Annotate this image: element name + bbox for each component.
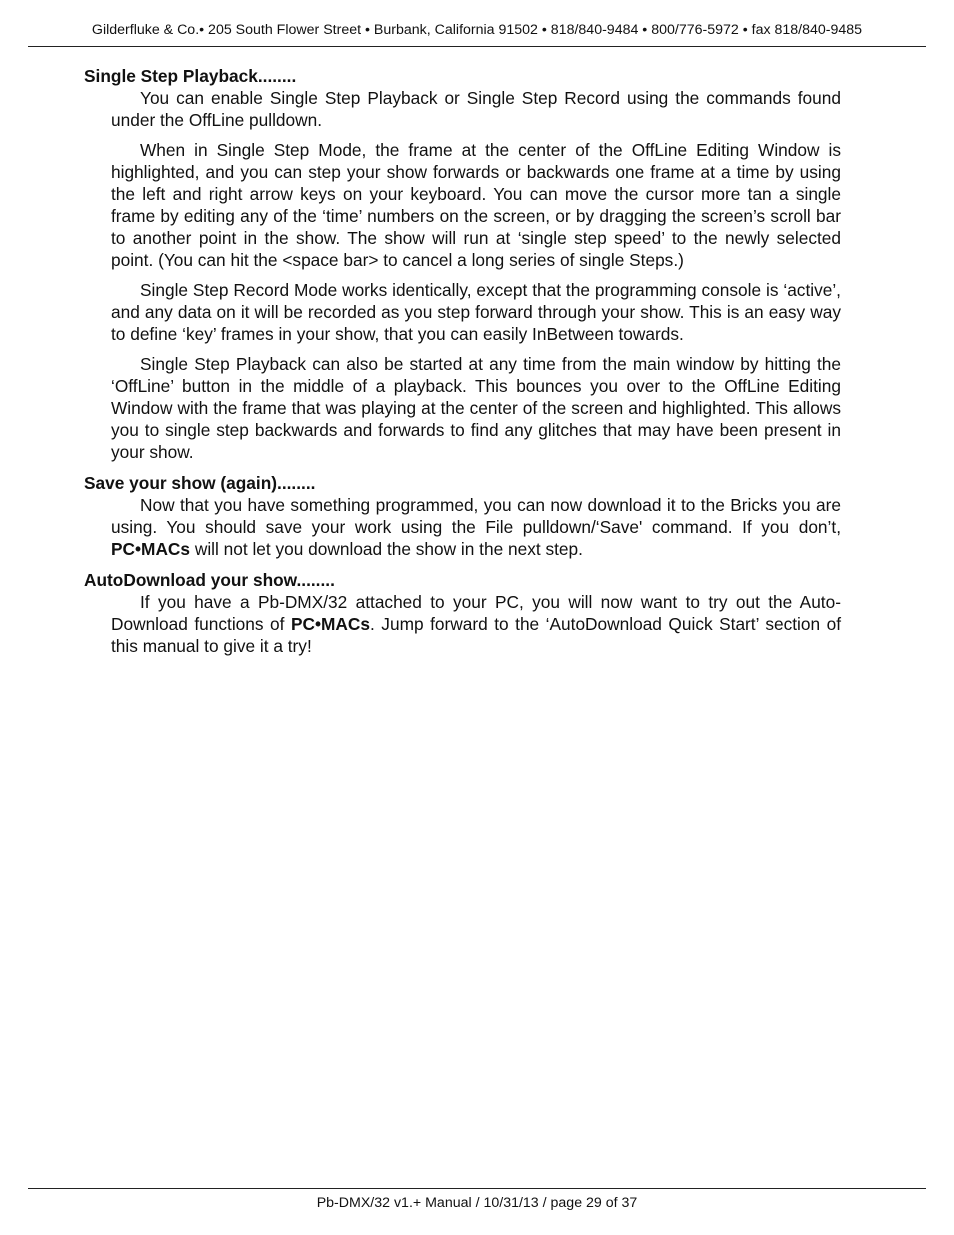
text-run: If you have a Pb-DMX/32 attached to your PC, you will now want to try out the AutoDownload functions of — [111, 592, 841, 634]
header-rule — [28, 46, 926, 47]
paragraph: Single Step Record Mode works identically, except that the programming console is ‘active’, and any data on it will be recorded as you step forward through your show. This is an easy way to define ‘key’ frames in your show, that you can easily InBetween towards. — [111, 280, 841, 344]
text-run: . Jump forward to the ‘AutoDownload Quick Start’ section of this manual to give it a try! — [111, 614, 841, 656]
page-footer: Pb-DMX/32 v1.+ Manual / 10/31/13 / page 29 of 37 — [316, 1195, 638, 1211]
section-heading: Save your show (again)........ — [84, 473, 316, 493]
text-run: Now that you have something programmed, you can now download it to the Bricks you are using. You should save your work using the File pulldown/‘Save' command. If you don’t, — [111, 495, 841, 537]
product-name: PC•MACs — [290, 614, 370, 634]
footer-rule — [28, 1188, 926, 1189]
section-autodownload — [84, 569, 841, 657]
section-save-show — [84, 472, 841, 560]
section-single-step-playback — [84, 65, 841, 463]
product-name: PC•MACs — [111, 539, 191, 559]
paragraph: Single Step Playback can also be started at any time from the main window by hitting the ‘OffLine’ button in the middle of a playback. This bounces you over to the OffLine Editing Window with the frame that was playing at the center of the screen and highlighted. This allows you to single step backwards and forwards to find any glitches that may have been present in your show. — [111, 354, 841, 462]
section-heading: Single Step Playback........ — [84, 66, 297, 86]
paragraph — [111, 494, 841, 560]
section-heading: AutoDownload your show........ — [84, 570, 335, 590]
page-header: Gilderfluke & Co.• 205 South Flower Street • Burbank, California 91502 • 818/840-9484 • 800/776-5972 • fax 818/840-9485 — [91, 22, 863, 38]
paragraph — [111, 591, 841, 657]
page-body — [84, 65, 841, 666]
paragraph: When in Single Step Mode, the frame at the center of the OffLine Editing Window is highlighted, and you can step your show forwards or backwards one frame at a time by using the left and right arrow keys on your keyboard. You can move the cursor more tan a single frame by editing any of the ‘time’ numbers on the screen, or by dragging the screen’s scroll bar to another point in the show. The show will run at ‘single step speed’ to the newly selected point. (You can hit the <space bar> to cancel a long series of single Steps.) — [111, 140, 841, 270]
paragraph: You can enable Single Step Playback or Single Step Record using the commands found under the OffLine pulldown. — [111, 88, 841, 130]
text-run: will not let you download the show in the next step. — [190, 539, 583, 559]
